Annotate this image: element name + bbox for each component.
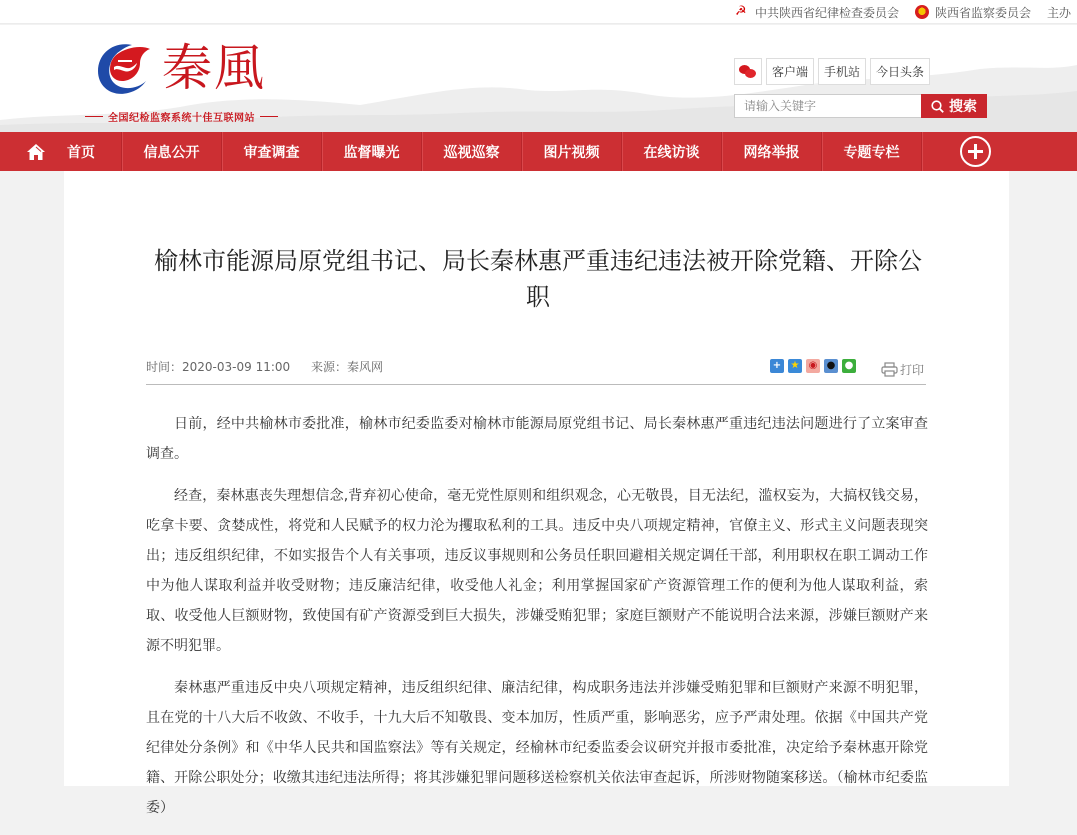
article-card (64, 171, 1009, 816)
toutiao-link[interactable]: 今日头条 (870, 58, 930, 85)
org-supervision[interactable] (915, 4, 1031, 21)
nav-item-inspection[interactable]: 巡视巡察 (422, 132, 522, 171)
print-label: 打印 (900, 363, 925, 377)
nav-item-investigation[interactable]: 审查调查 (222, 132, 322, 171)
slogan-dash-right (260, 116, 278, 117)
article-meta (146, 359, 926, 385)
search-icon (931, 100, 944, 113)
top-bar (0, 0, 1077, 24)
source-label: 来源： (310, 360, 347, 374)
plus-circle-icon (967, 143, 984, 160)
nav-item-supervision-exposure[interactable]: 监督曝光 (322, 132, 422, 171)
organizer-info (735, 0, 1077, 24)
wechat-icon (739, 65, 757, 79)
mobile-site-link[interactable]: 手机站 (818, 58, 866, 85)
site-header (0, 25, 1077, 132)
nav-item-photo-video[interactable]: 图片视频 (522, 132, 622, 171)
logo-text: 秦風 (162, 39, 266, 97)
share-more-icon[interactable]: + (770, 359, 784, 373)
article-body (146, 409, 928, 835)
logo-mark-icon (92, 37, 154, 99)
logo-slogan (80, 109, 310, 124)
nav-label-home: 首页 (67, 144, 95, 161)
host-label: 主办 (1046, 5, 1071, 20)
article-paragraph: 秦林惠严重违反中央八项规定精神，违反组织纪律、廉洁纪律，构成职务违法并涉嫌受贿犯罪和巨额财产来源不明犯罪，且在党的十八大后不收敛、不收手，十九大后不知敬畏、变本加厉，性质严重，影响恶劣，应予严肃处理。依据《中国共产党纪律处分条例》和《中华人民共和国监察法》等有关规定，经榆林市纪委监委会议研究并报市委批准，决定给予秦林惠开除党籍、开除公职处分；收缴其违纪违法所得；将其涉嫌犯罪问题移送检察机关依法审查起诉，所涉财物随案移送。（榆林市纪委监委） (146, 680, 928, 816)
publish-time (146, 360, 290, 374)
time-value: 2020-03-09 11:00 (182, 360, 291, 374)
nav-more-button[interactable] (960, 136, 991, 167)
search-button-label: 搜索 (949, 99, 977, 115)
main-nav (0, 132, 1077, 171)
time-label: 时间： (146, 360, 183, 374)
org-ccdi-label: 中共陕西省纪律检查委员会 (754, 5, 899, 20)
logo-slogan-text: 全国纪检监察系统十佳互联网站 (108, 113, 255, 124)
slogan-dash-left (85, 116, 103, 117)
source-value: 秦风网 (347, 360, 384, 374)
org-supervision-label: 陕西省监察委员会 (934, 5, 1031, 20)
article-paragraph: 日前，经中共榆林市委批准，榆林市纪委监委对榆林市能源局原党组书记、局长秦林惠严重违纪违法问题进行了立案审查调查。 (146, 416, 928, 462)
nav-item-online-report[interactable]: 网络举报 (722, 132, 822, 171)
article-paragraph: 经查，秦林惠丧失理想信念,背弃初心使命，毫无党性原则和组织观念，心无敬畏，目无法纪，滥权妄为，大搞权钱交易，吃拿卡要、贪婪成性，将党和人民赋予的权力沦为攫取私利的工具。违反中央八项规定精神，官僚主义、形式主义问题表现突出；违反组织纪律，不如实报告个人有关事项，违反议事规则和公务员任职回避相关规定调任干部，利用职权在职工调动工作中为他人谋取利益并收受财物；违反廉洁纪律，收受他人礼金；利用掌握国家矿产资源管理工作的便利为他人谋取利益，索取、收受他人巨额财物，致使国有矿产资源受到巨大损失，涉嫌受贿犯罪；家庭巨额财产不能说明合法来源，涉嫌巨额财产来源不明犯罪。 (146, 488, 928, 654)
qzone-icon[interactable]: ★ (788, 359, 802, 373)
client-app-link[interactable]: 客户端 (766, 58, 814, 85)
printer-icon (881, 362, 898, 377)
search-bar (734, 94, 987, 118)
national-emblem-icon (915, 5, 929, 19)
party-flag-icon: ☭ (734, 4, 747, 19)
search-input[interactable] (734, 94, 921, 118)
home-icon (26, 143, 46, 161)
nav-item-home[interactable] (0, 132, 122, 171)
wechat-share-icon[interactable]: ● (842, 359, 856, 373)
article-meta-info (146, 359, 383, 375)
weibo-icon[interactable]: ◉ (806, 359, 820, 373)
article-source (311, 360, 383, 374)
wechat-link[interactable] (734, 58, 762, 85)
article-title: 榆林市能源局原党组书记、局长秦林惠严重违纪违法被开除党籍、开除公职 (154, 247, 922, 311)
search-button[interactable] (921, 94, 987, 118)
site-logo[interactable] (92, 35, 312, 130)
quick-links (734, 58, 930, 85)
nav-item-info-disclosure[interactable]: 信息公开 (122, 132, 222, 171)
nav-item-online-interview[interactable]: 在线访谈 (622, 132, 722, 171)
nav-item-special-topics[interactable]: 专题专栏 (822, 132, 922, 171)
share-buttons (770, 359, 856, 373)
qq-icon[interactable]: ● (824, 359, 838, 373)
print-button[interactable] (881, 361, 924, 378)
org-ccdi[interactable] (735, 4, 899, 21)
